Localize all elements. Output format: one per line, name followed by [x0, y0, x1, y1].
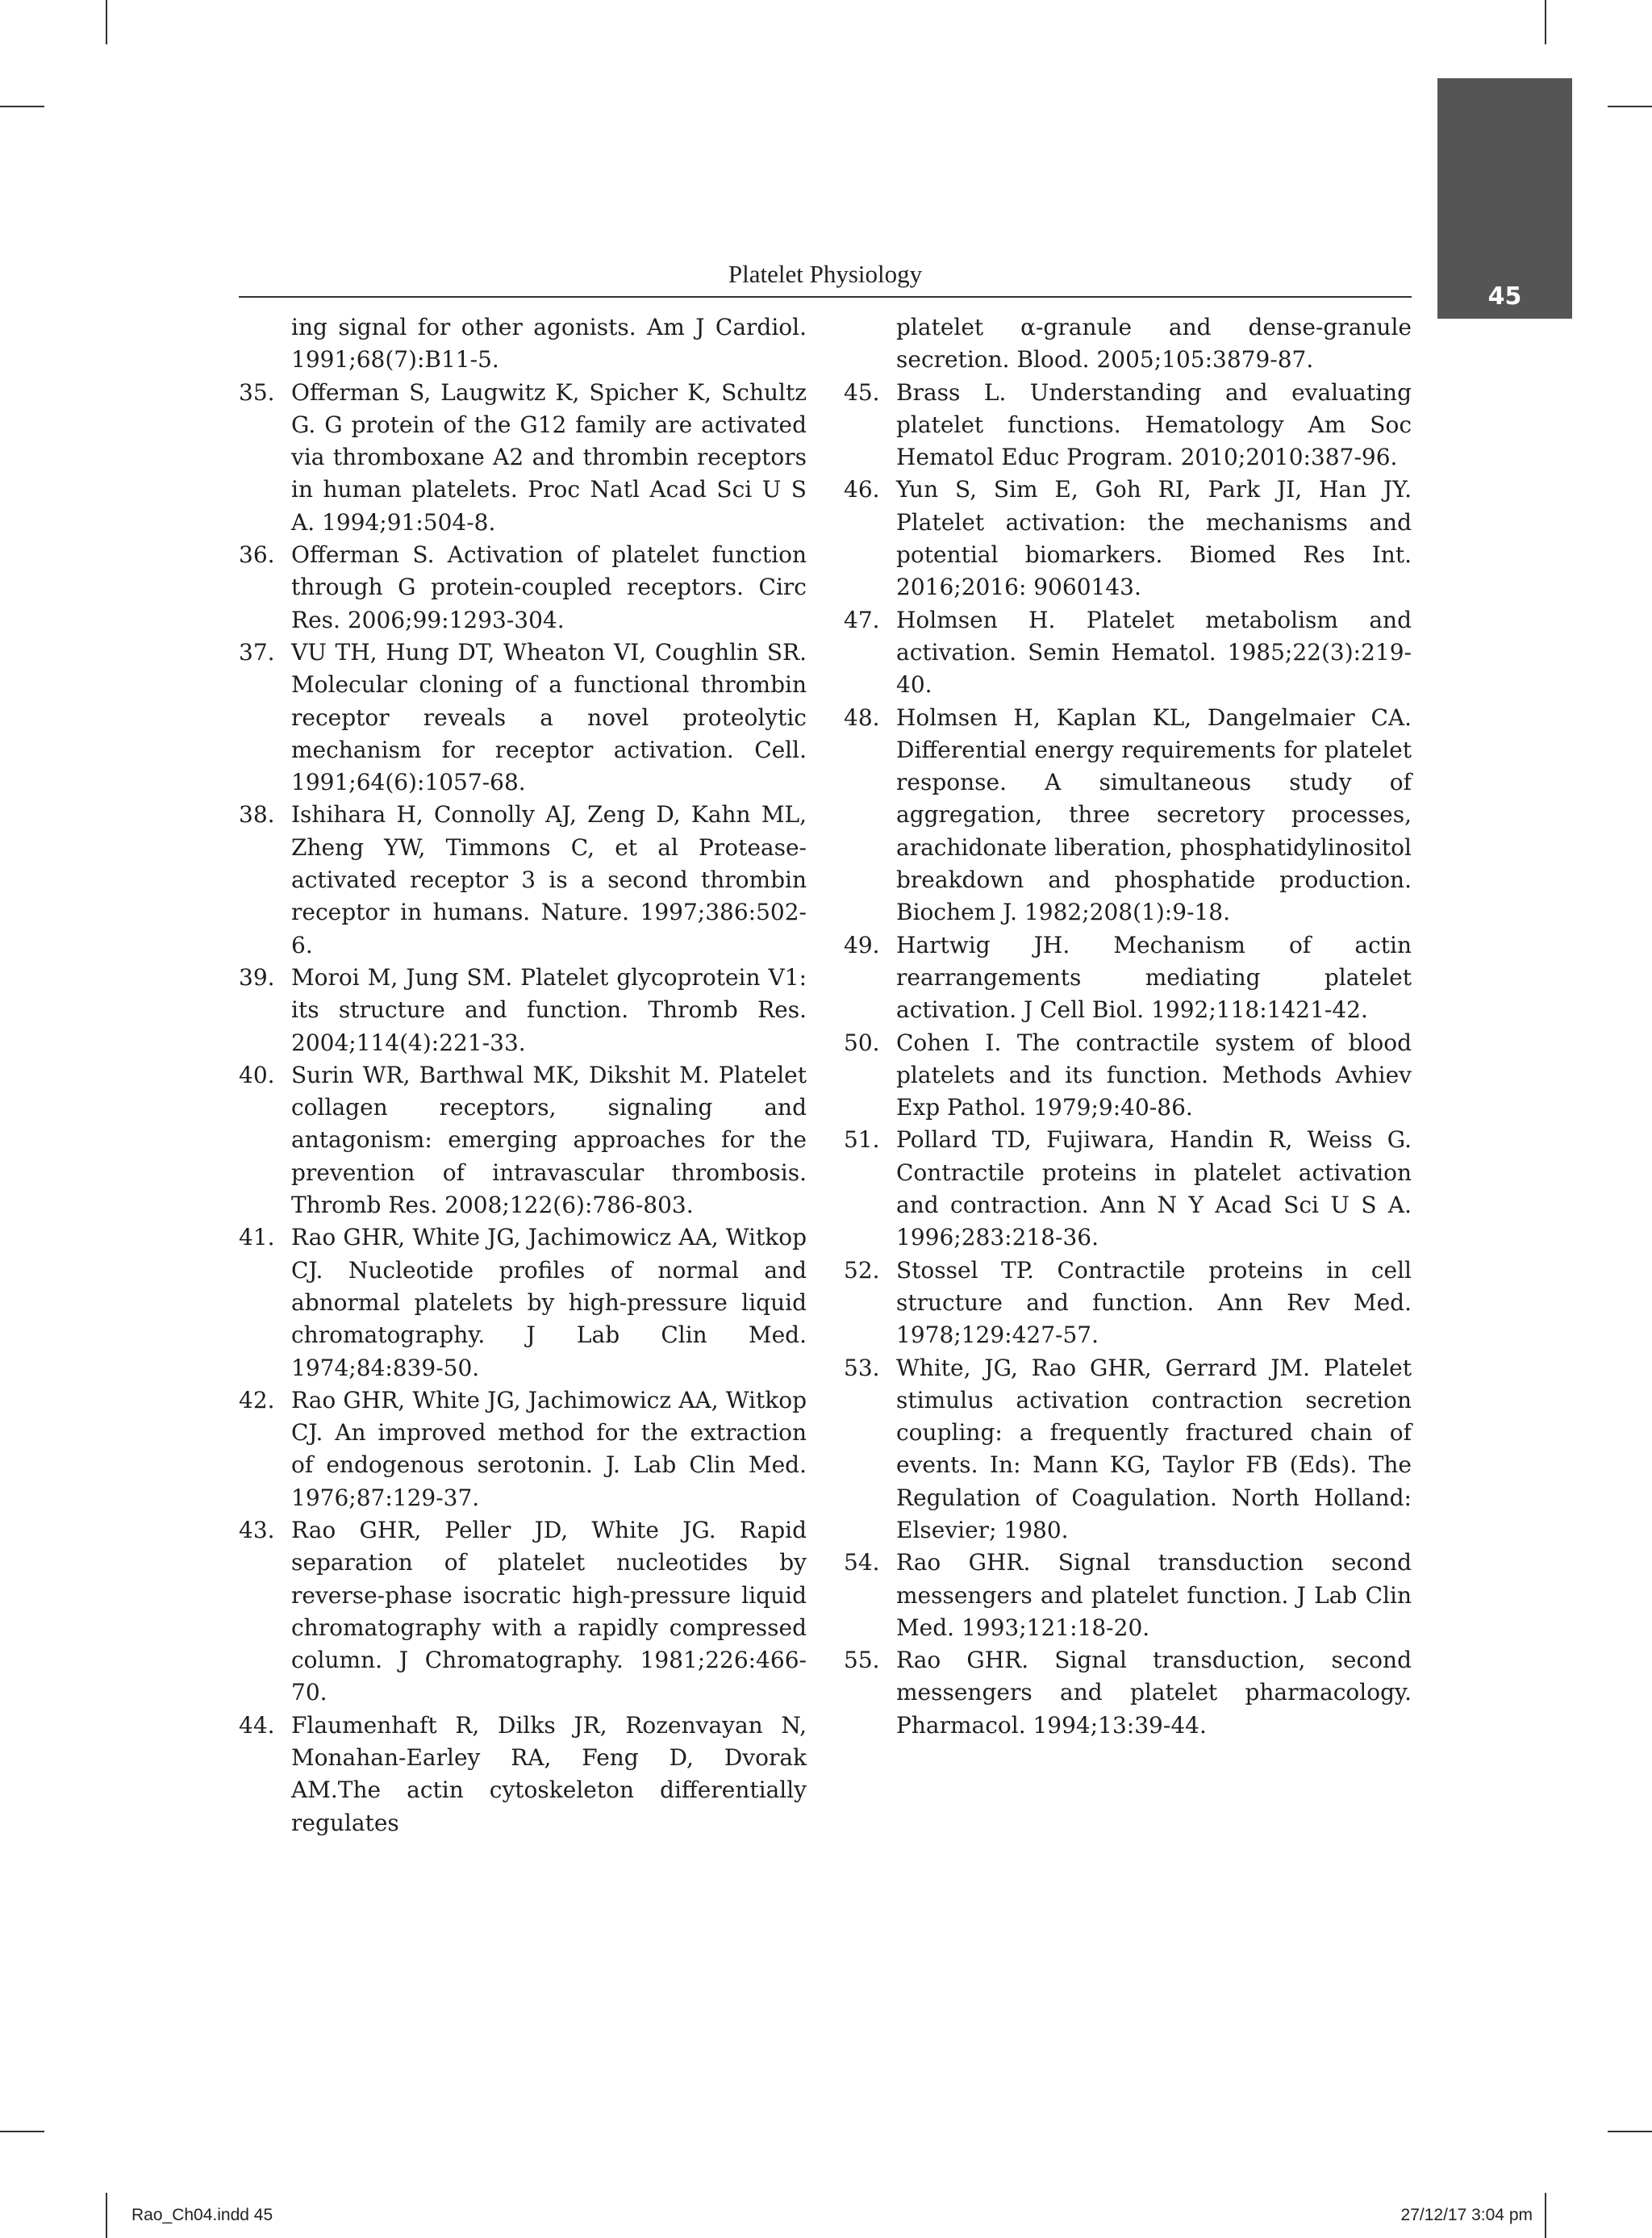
reference-text: Rao GHR, Peller JD, White JG. Rapid separation of platelet nucleotides by reverse-phase isocratic high-pressure liquid chromatography with a rapidly compressed column. J Chromatography. 1981;226:466-70. — [291, 1516, 807, 1706]
reference-entry — [239, 799, 807, 961]
page-number: 45 — [1487, 282, 1522, 311]
crop-mark — [0, 2131, 44, 2132]
reference-entry — [844, 1547, 1412, 1644]
crop-mark — [1608, 2131, 1652, 2132]
reference-number: 36. — [239, 541, 275, 569]
reference-number: 43. — [239, 1516, 275, 1543]
reference-number: 53. — [844, 1354, 880, 1381]
reference-entry — [239, 1059, 807, 1221]
reference-number: 45. — [844, 378, 880, 406]
reference-entry — [239, 1514, 807, 1710]
reference-entry — [844, 1027, 1412, 1125]
reference-text: Flaumenhaft R, Dilks JR, Rozenvayan N, Monahan-Earley RA, Feng D, Dvorak AM.The actin cytoskeleton differentially regulates — [291, 1711, 807, 1836]
reference-entry — [844, 702, 1412, 929]
reference-entry — [844, 929, 1412, 1027]
reference-text: Rao GHR. Signal transduction second messengers and platelet function. J Lab Clin Med. 1993;121:18-20. — [896, 1549, 1412, 1641]
reference-entry — [239, 1710, 807, 1839]
reference-text: Yun S, Sim E, Goh RI, Park JI, Han JY. Platelet activation: the mechanisms and potential biomarkers. Biomed Res Int. 2016;2016: 9060143. — [896, 476, 1412, 601]
reference-number: 48. — [844, 704, 880, 731]
header-rule — [239, 296, 1412, 298]
reference-text: Brass L. Understanding and evaluating platelet functions. Hematology Am Soc Hematol Educ Program. 2010;2010:387-96. — [896, 378, 1412, 471]
reference-text: Surin WR, Barthwal MK, Dikshit M. Platelet collagen receptors, signaling and antagonism: emerging approaches for the prevention of intravascular thrombosis. Thromb Res. 2008;122(6):786-803. — [291, 1061, 807, 1219]
reference-number: 35. — [239, 378, 275, 406]
reference-number: 42. — [239, 1386, 275, 1413]
reference-number: 49. — [844, 931, 880, 958]
reference-entry — [239, 1221, 807, 1384]
reference-text: Offerman S, Laugwitz K, Spicher K, Schultz G. G protein of the G12 family are activated via thromboxane A2 and thrombin receptors in human platelets. Proc Natl Acad Sci U S A. 1994;91:504-8. — [291, 378, 807, 536]
page-number-tab — [1437, 78, 1572, 319]
reference-entry — [844, 1644, 1412, 1742]
reference-entry — [844, 604, 1412, 702]
reference-text: Pollard TD, Fujiwara, Handin R, Weiss G. Contractile proteins in platelet activation and contraction. Ann N Y Acad Sci U S A. 1996;283:218-36. — [896, 1126, 1412, 1251]
reference-entry — [239, 962, 807, 1059]
reference-text: VU TH, Hung DT, Wheaton VI, Coughlin SR. Molecular cloning of a functional thrombin receptor reveals a novel proteolytic mechanism for receptor activation. Cell. 1991;64(6):1057-68. — [291, 638, 807, 796]
reference-number: 55. — [844, 1647, 880, 1674]
footer-file-info: Rao_Ch04.indd 45 — [131, 2206, 273, 2224]
crop-mark — [1608, 106, 1652, 107]
reference-entry — [239, 637, 807, 799]
reference-number: 44. — [239, 1711, 275, 1739]
reference-text: Cohen I. The contractile system of blood platelets and its function. Methods Avhiev Exp Pathol. 1979;9:40-86. — [896, 1029, 1412, 1121]
reference-number: 51. — [844, 1126, 880, 1154]
crop-mark — [106, 0, 107, 44]
reference-text: Rao GHR, White JG, Jachimowicz AA, Witkop CJ. Nucleotide profiles of normal and abnormal platelets by high-pressure liquid chromatography. J Lab Clin Med. 1974;84:839-50. — [291, 1224, 807, 1381]
crop-mark — [106, 2193, 107, 2238]
reference-number: 40. — [239, 1061, 275, 1088]
reference-text: Rao GHR, White JG, Jachimowicz AA, Witkop CJ. An improved method for the extraction of endogenous serotonin. J. Lab Clin Med. 1976;87:129-37. — [291, 1386, 807, 1511]
reference-text: platelet α-granule and dense-granule secretion. Blood. 2005;105:3879-87. — [896, 314, 1412, 374]
reference-number: 46. — [844, 476, 880, 503]
reference-entry — [844, 474, 1412, 603]
reference-entry — [239, 1384, 807, 1514]
reference-entry — [844, 377, 1412, 474]
reference-number: 50. — [844, 1029, 880, 1056]
reference-entry — [239, 377, 807, 539]
reference-number: 54. — [844, 1549, 880, 1576]
reference-number: 41. — [239, 1224, 275, 1251]
reference-text: Stossel TP. Contractile proteins in cell structure and function. Ann Rev Med. 1978;129:427-57. — [896, 1256, 1412, 1349]
reference-text: ing signal for other agonists. Am J Cardiol. 1991;68(7):B11-5. — [291, 314, 807, 374]
reference-entry — [844, 1352, 1412, 1547]
crop-mark — [1545, 0, 1546, 44]
reference-text: Holmsen H. Platelet metabolism and activation. Semin Hematol. 1985;22(3):219-40. — [896, 606, 1412, 699]
reference-number: 39. — [239, 963, 275, 991]
reference-text: Ishihara H, Connolly AJ, Zeng D, Kahn ML, Zheng YW, Timmons C, et al Protease-activated receptor 3 is a second thrombin receptor in humans. Nature. 1997;386:502-6. — [291, 801, 807, 958]
reference-number: 37. — [239, 638, 275, 666]
footer-date-info: 27/12/17 3:04 pm — [1400, 2206, 1533, 2224]
reference-entry — [239, 539, 807, 637]
running-head: Platelet Physiology — [728, 260, 923, 288]
reference-column-left — [239, 311, 807, 1839]
reference-entry — [239, 311, 807, 377]
reference-text: White, JG, Rao GHR, Gerrard JM. Platelet stimulus activation contraction secretion coupling: a frequently fractured chain of events. In: Mann KG, Taylor FB (Eds). The Regulation of Coagulation. North Holland: Elsevier; 1980. — [896, 1354, 1412, 1543]
reference-column-right — [844, 311, 1412, 1742]
reference-number: 38. — [239, 801, 275, 829]
reference-entry — [844, 311, 1412, 377]
reference-number: 47. — [844, 606, 880, 633]
reference-text: Offerman S. Activation of platelet function through G protein-coupled receptors. Circ Res. 2006;99:1293-304. — [291, 541, 807, 633]
reference-number: 52. — [844, 1256, 880, 1284]
reference-text: Moroi M, Jung SM. Platelet glycoprotein V1: its structure and function. Thromb Res. 2004;114(4):221-33. — [291, 963, 807, 1056]
reference-text: Holmsen H, Kaplan KL, Dangelmaier CA. Differential energy requirements for platelet response. A simultaneous study of aggregation, three secretory processes, arachidonate liberation, phosphatidylinositol breakdown and phosphatide production. Biochem J. 1982;208(1):9-18. — [896, 704, 1412, 926]
reference-text: Hartwig JH. Mechanism of actin rearrangements mediating platelet activation. J Cell Biol. 1992;118:1421-42. — [896, 931, 1412, 1024]
reference-entry — [844, 1124, 1412, 1254]
reference-text: Rao GHR. Signal transduction, second messengers and platelet pharmacology. Pharmacol. 1994;13:39-44. — [896, 1647, 1412, 1739]
reference-entry — [844, 1255, 1412, 1352]
crop-mark — [1545, 2193, 1546, 2238]
crop-mark — [0, 106, 44, 107]
